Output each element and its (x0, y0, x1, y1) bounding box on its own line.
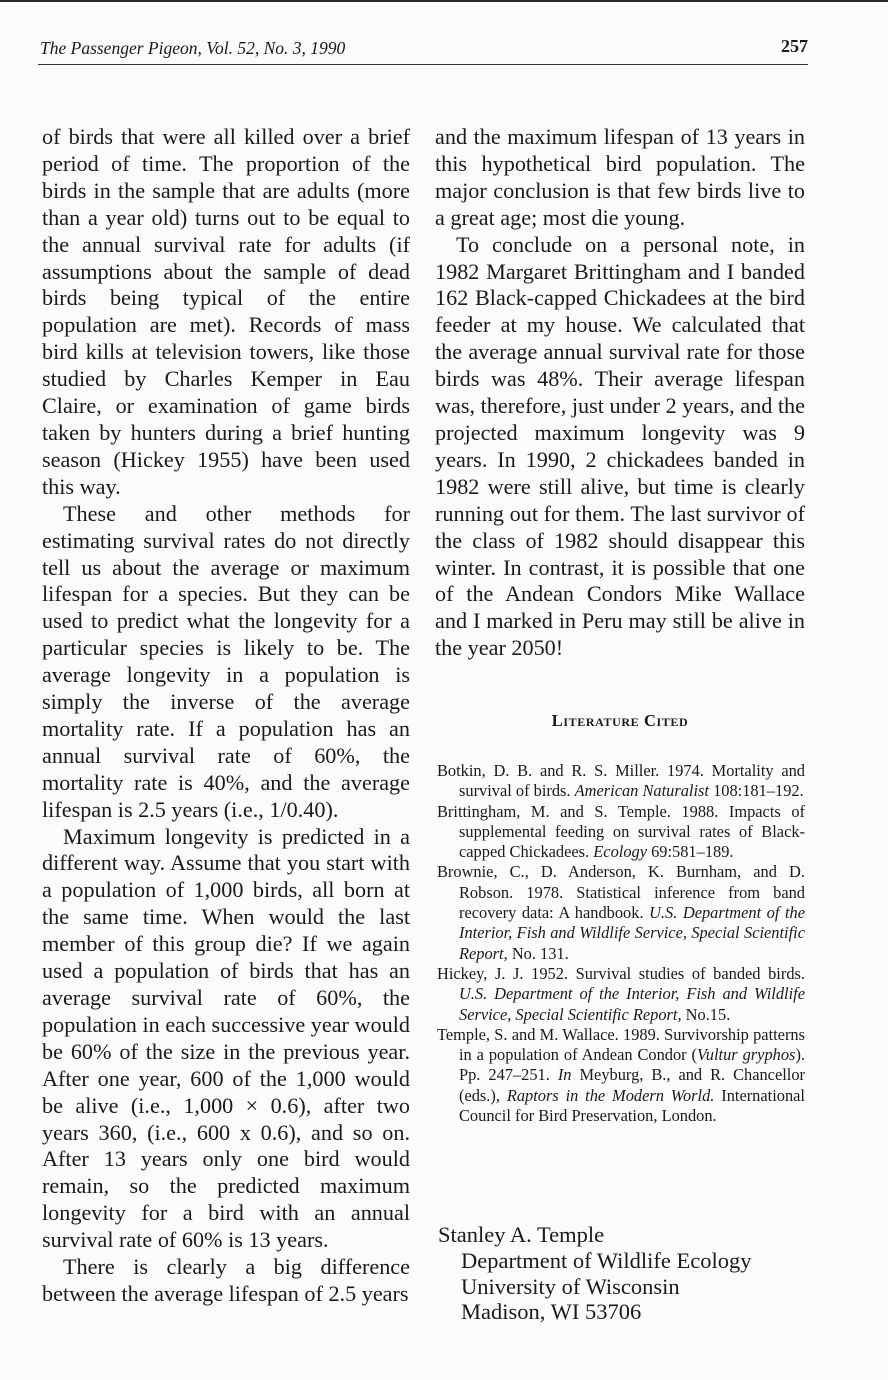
author-department: Department of Wildlife Ecology (461, 1247, 752, 1273)
left-column (42, 124, 410, 1308)
reference-item: Botkin, D. B. and R. S. Miller. 1974. Mortality and survival of birds. American Naturalist 108:181–192. (437, 761, 805, 801)
right-column (435, 124, 805, 662)
author-university: University of Wisconsin (461, 1273, 680, 1299)
paragraph: To conclude on a personal note, in 1982 Margaret Brittingham and I banded 162 Black-capped Chickadees at the bird feeder at my house. We calculated that the average annual survival rate for those birds was 48%. Their average lifespan was, therefore, just under 2 years, and the projected maximum longevity was 9 years. In 1990, 2 chickadees banded in 1982 were still alive, but time is clearly running out for them. The last survivor of the class of 1982 should disappear this winter. In contrast, it is possible that one of the Andean Condors Mike Wallace and I marked in Peru may still be alive in the year 2050! (435, 231, 805, 661)
paragraph: Maximum longevity is predicted in a different way. Assume that you start with a population of 1,000 birds, all born at the same time. When would the last member of this group die? If we again used a population of birds that has an average survival rate of 60%, the population in each successive year would be 60% of the size in the previous year. After one year, 600 of the 1,000 would be alive (i.e., 1,000 × 0.6), after two years 360, (i.e., 600 x 0.6), and so on. After 13 years only one bird would remain, so the predicted maximum longevity for a bird with an annual survival rate of 60% is 13 years. (42, 823, 410, 1253)
author-address: Madison, WI 53706 (461, 1299, 642, 1325)
paragraph: of birds that were all killed over a brief period of time. The proportion of the birds in the sample that are adults (more than a year old) turns out to be equal to the annual survival rate for adults (if assumptions about the sample of dead birds being typical of the entire population are met). Records of mass bird kills at television towers, like those studied by Charles Kemper in Eau Claire, or examination of game birds taken by hunters during a brief hunting season (Hickey 1955) have been used this way. (42, 124, 410, 499)
reference-item: Temple, S. and M. Wallace. 1989. Survivorship patterns in a population of Andean Condor (Vultur gryphos). Pp. 247–251. In Meyburg, B., and R. Chancellor (eds.), Raptors in the Modern World. International Council for Bird Preservation, London. (437, 1024, 805, 1126)
reference-list (437, 761, 805, 1126)
paragraph: and the maximum lifespan of 13 years in this hypothetical bird population. The major conclusion is that few birds live to a great age; most die young. (435, 124, 805, 230)
reference-item: Brittingham, M. and S. Temple. 1988. Impacts of supplemental feeding on survival rates of Black-capped Chickadees. Ecology 69:581–189. (437, 801, 805, 862)
reference-item: Hickey, J. J. 1952. Survival studies of banded birds. U.S. Department of the Interior, Fish and Wildlife Service, Special Scientific Report, No.15. (437, 963, 805, 1024)
reference-item: Brownie, C., D. Anderson, K. Burnham, and D. Robson. 1978. Statistical inference from band recovery data: A handbook. U.S. Department of the Interior, Fish and Wildlife Service, Special Scientific Report, No. 131. (437, 862, 805, 963)
author-name: Stanley A. Temple (438, 1222, 605, 1247)
author-signature (438, 1222, 808, 1325)
page-number: 257 (781, 36, 808, 56)
top-rule (0, 0, 888, 2)
literature-cited-heading: Literature Cited (551, 711, 689, 730)
paragraph: These and other methods for estimating survival rates do not directly tell us about the average or maximum lifespan for a species. But they can be used to predict what the longevity for a particular species is likely to be. The average longevity in a population is simply the inverse of the average mortality rate. If a population has an annual survival rate of 60%, the mortality rate is 40%, and the average lifespan is 2.5 years (i.e., 1/0.40). (42, 500, 410, 822)
running-head: The Passenger Pigeon, Vol. 52, No. 3, 1990 (40, 38, 346, 58)
paragraph: There is clearly a big difference between the average lifespan of 2.5 years (42, 1254, 410, 1306)
header-rule (38, 64, 808, 65)
